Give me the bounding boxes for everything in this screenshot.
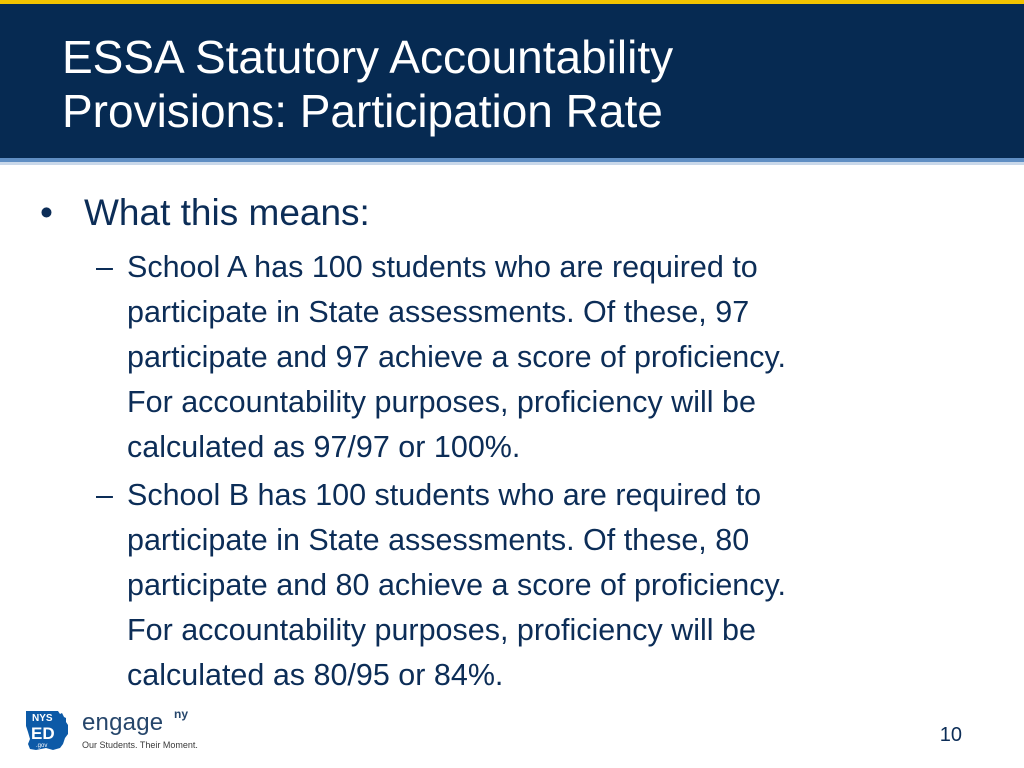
text-line: calculated as 97/97 or 100%. [127,430,521,464]
engageny-wordmark [82,708,212,756]
ny-superscript: ny [174,707,189,721]
text-line: School A has 100 students who are required to [127,250,758,284]
nysed-logo-main-text: ED [31,724,55,743]
text-line: For accountability purposes, proficiency will be [127,385,756,419]
bullet-what-this-means [40,191,370,235]
text-line: participate in State assessments. Of these, 97 [127,295,750,329]
nysed-logo-top-text: NYS [32,713,53,724]
bullet-marker: • [40,192,53,233]
sub-bullet-school-b [96,473,976,698]
text-line: For accountability purposes, proficiency will be [127,613,756,647]
text-line: calculated as 80/95 or 84%. [127,658,504,692]
logo-tagline: Our Students. Their Moment. [82,740,198,750]
sub-bullet-text [127,245,976,470]
sub-bullet-text [127,473,976,698]
sub-bullet-marker: – [96,250,113,284]
slide-title-line-2: Provisions: Participation Rate [62,85,663,137]
sub-bullet-marker: – [96,478,113,512]
nysed-logo-icon [24,708,70,752]
slide-title-line-1: ESSA Statutory Accountability [62,31,674,83]
text-line: School B has 100 students who are required to [127,478,762,512]
engageny-logo [24,708,204,756]
text-line: participate in State assessments. Of these, 80 [127,523,750,557]
sub-bullet-school-a [96,245,976,470]
nysed-logo-sub-text: .gov [36,743,48,749]
engage-wordmark-text: engage [82,709,164,736]
text-line: participate and 80 achieve a score of proficiency. [127,568,786,602]
bullet-text: What this means: [84,192,370,233]
page-number: 10 [939,724,962,746]
text-line: participate and 97 achieve a score of proficiency. [127,340,786,374]
